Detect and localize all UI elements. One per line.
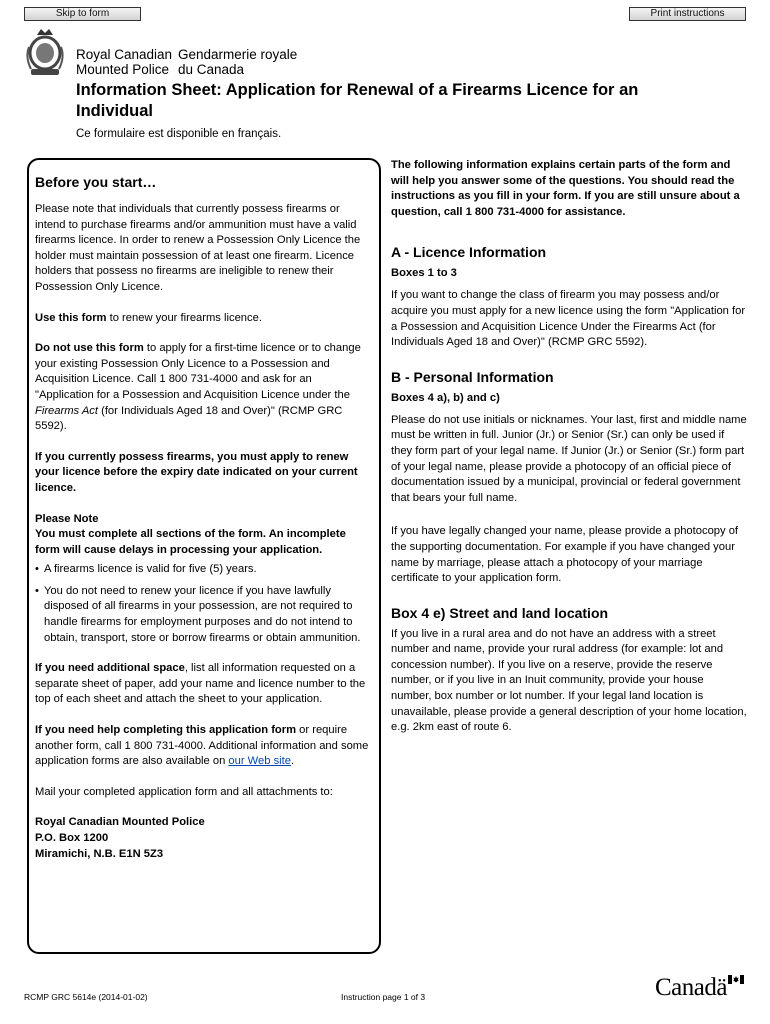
need-help-bold: If you need help completing this application form [35,724,297,737]
address-line3: Miramichi, N.B. E1N 5Z3 [35,847,164,860]
use-this-form-rest: to renew your firearms licence. [106,311,262,324]
box-4e-heading: Box 4 e) Street and land location [391,604,609,621]
page-number: Instruction page 1 of 3 [341,992,426,1002]
additional-space-bold: If you need additional space [35,662,185,675]
section-b-heading: B - Personal Information [391,368,554,385]
list-item [35,584,373,646]
instructions-column [391,158,747,748]
please-note-title: Please Note [35,512,99,525]
canada-wordmark: Canadä [655,974,727,1001]
skip-to-form-button[interactable]: Skip to form [24,7,141,21]
section-b-subheading: Boxes 4 a), b) and c) [391,391,500,404]
section-a-subheading: Boxes 1 to 3 [391,267,457,280]
use-this-form-paragraph [35,311,373,327]
please-note-block [35,512,373,559]
org-name-english [76,47,172,77]
additional-space-rest: , list all information requested on a separate sheet of paper, add your name and licence number to the top of each sheet and attach the sheet to your application. [35,662,366,706]
form-code: RCMP GRC 5614e (2014-01-02) [24,992,148,1002]
need-help-paragraph [35,723,373,770]
org-name-french [178,47,297,77]
list-item [35,562,373,578]
bullet-icon: • [35,563,39,576]
address-line1: Royal Canadian Mounted Police [35,816,205,829]
section-b-paragraph-2: If you have legally changed your name, please provide a photocopy of the supporting documentation. For example if you have changed your name by marriage, please attach a photocopy of your marriage certificate to your application form. [391,525,739,585]
rcmp-crest-icon [23,27,67,77]
org-fr-line2: du Canada [178,62,245,77]
before-you-start-box [27,158,381,954]
box-4e-paragraph: If you live in a rural area and do not have an address with a street number and name, provide your rural address (for example: lot and concession number). If you live on a reserve, provide the reserve number, or if you live in an Inuit community, provide your house number, box number or lot number. If your legal land location is unavailable, please provide a general description of your home location, e.g. 2km east of route 6. [391,627,747,734]
need-help-end: . [291,755,295,768]
do-not-use-paragraph [35,341,373,435]
bullet-text: A firearms licence is valid for five (5) years. [44,563,257,576]
please-note-body: You must complete all sections of the form. An incomplete form will cause delays in processing your application. [35,528,346,556]
do-not-use-text: to apply for a first-time licence or to change your existing Possession Only Licence to a Possession and Acquisition Licence. Call 1 800 731-4000 and ask for an "Application for a Possession and Acquisition Licence under the [35,342,361,401]
section-a-paragraph: If you want to change the class of firearm you may possess and/or acquire you must apply for a new licence using the form "Application for a Possession and Acquisition Licence Under the Firearms Act (for Individuals Aged 18 and Over)" (RCMP GRC 5592). [391,289,746,349]
mail-intro: Mail your completed application form and all attachments to: [35,785,333,798]
address-line2: P.O. Box 1200 [35,832,109,844]
section-b-paragraph-1: Please do not use initials or nicknames. Your last, first and middle name must be written in full. Junior (Jr.) or Senior (Sr.) can only be used if they form part of your legal name. If Junior (Jr.) or Senior (Sr.) form part of your legal name, please provide a photocopy of an official piece of documentation issued by a municipal, provincial or federal government that bears your full name. [391,413,747,504]
eligibility-paragraph: Please note that individuals that currently possess firearms or intend to purchase firearms and/or ammunition must have a valid firearms licence. In order to renew a Possession Only Licence the holder must maintain possession of at least one firearm. Licence holders that possess no firearms are ineligible to renew their Possession Only Licence. [35,203,361,293]
possess-firearms-note: If you currently possess firearms, you must apply to renew your licence before the expiry date indicated on your current licence. [35,450,358,494]
bullet-icon: • [35,584,39,597]
additional-space-paragraph [35,661,373,708]
org-fr-line1: Gendarmerie royale [178,47,298,62]
note-bullet-list [35,562,373,646]
instructions-intro: The following information explains certain parts of the form and will help you answer some of the questions. You should read the instructions as you fill in your form. If you are still unsure about a question, call 1 800 731-4000 for assistance. [391,159,740,218]
use-this-form-bold: Use this form [35,311,107,324]
web-site-link[interactable]: our Web site [228,755,292,768]
do-not-use-bold: Do not use this form [35,342,144,355]
section-a-heading: A - Licence Information [391,244,547,261]
do-not-use-text-end: (for Individuals Aged 18 and Over)" (RCMP GRC 5592). [35,404,343,433]
canada-flag-icon [728,975,744,984]
before-you-start-heading: Before you start… [35,174,157,190]
need-help-rest: or require another form, call 1 800 731-4000. Additional information and some application forms are also available on [35,724,369,768]
firearms-act-italic: Firearms Act [35,404,98,417]
document-title: Information Sheet: Application for Renewal of a Firearms Licence for an Individual [76,81,639,120]
org-en-line1: Royal Canadian [76,47,173,62]
org-en-line2: Mounted Police [76,62,170,77]
bullet-text: You do not need to renew your licence if you have lawfully disposed of all firearms in your possession, are not required to handle firearms for employment purposes and do not intend to obtain, transport, store or borrow firearms or obtain ammunition. [44,584,361,644]
mailing-address [35,815,373,862]
french-availability-note: Ce formulaire est disponible en français. [76,128,282,140]
print-instructions-button[interactable]: Print instructions [629,7,746,21]
